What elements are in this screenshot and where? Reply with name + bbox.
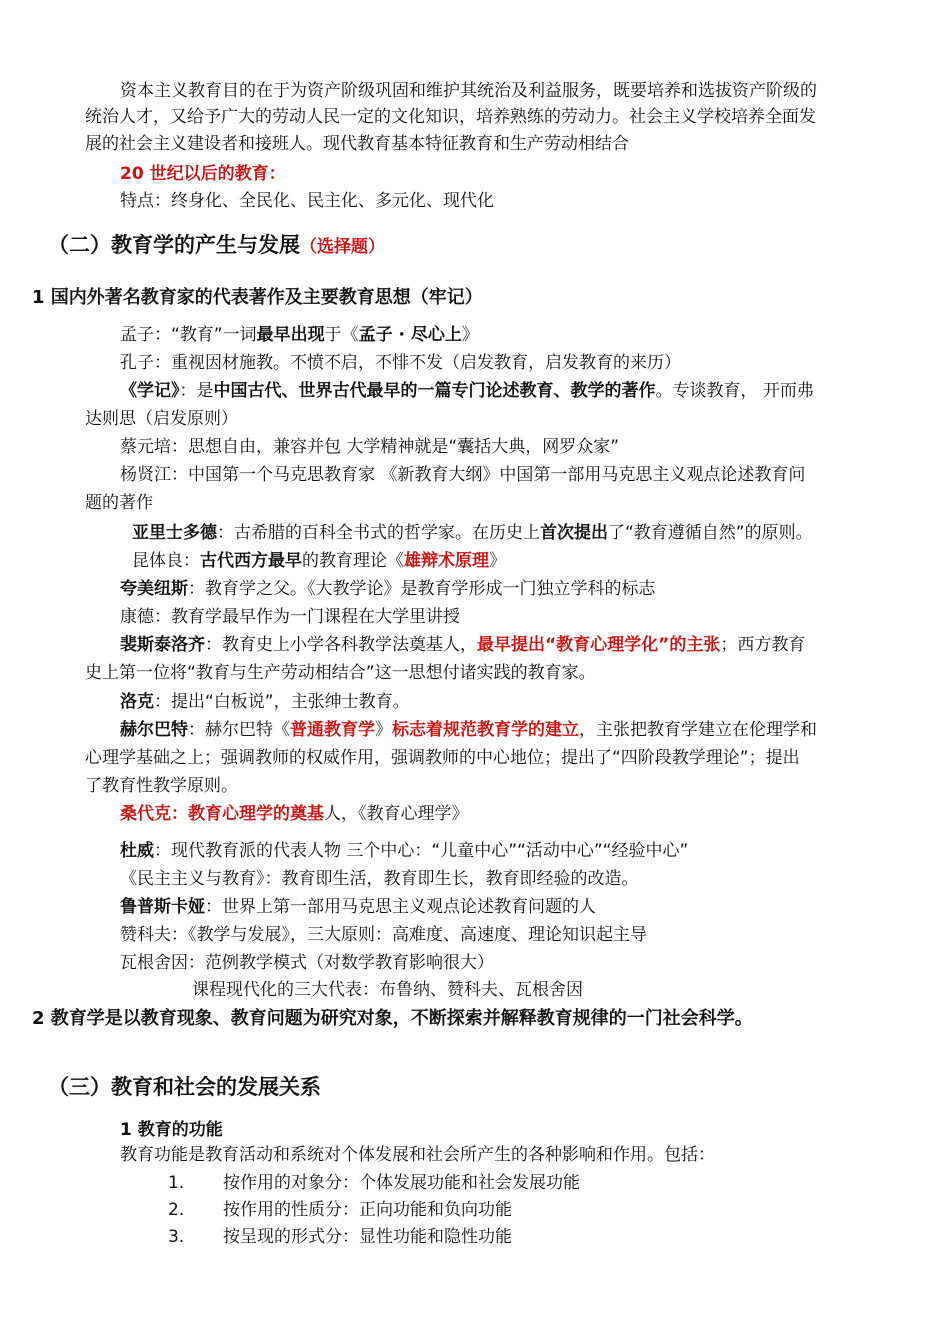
subsection-2-1-title: 国内外著名教育家的代表著作及主要教育思想（牢记） — [44, 287, 483, 308]
dewey-line-1 — [120, 838, 688, 864]
intro-line-3: 展的社会主义建设者和接班人。现代教育基本特征教育和生产劳动相结合 — [85, 134, 629, 154]
c20-heading: 20 世纪以后的教育： — [120, 164, 286, 184]
list-item-number: 3. — [168, 1227, 185, 1247]
text-span: ：古希腊的百科全书式的哲学家。在历史上 — [217, 523, 540, 543]
herbart-line-1 — [120, 717, 817, 743]
text-span: 的教育理论《 — [302, 551, 404, 571]
text-span: 昆体良： — [132, 551, 200, 571]
text-span: 亚里士多德 — [132, 523, 217, 543]
text-span: ：是 — [179, 381, 214, 401]
text-span: 教育心理学的奠基 — [188, 804, 324, 824]
list-item-text: 按作用的性质分：正向功能和负向功能 — [223, 1200, 512, 1220]
text-span: ：提出“白板说”，主张绅士教育。 — [154, 692, 410, 712]
text-span: 最早出现 — [256, 325, 325, 345]
function-definition: 教育功能是教育活动和系统对个体发展和社会所产生的各种影响和作用。包括： — [120, 1145, 715, 1165]
text-span: 人，《教育心理学》 — [324, 804, 469, 824]
locke-line — [120, 689, 410, 715]
list-item-number: 1. — [168, 1173, 185, 1193]
kant-line: 康德：教育学最早作为一门课程在大学里讲授 — [120, 607, 460, 627]
text-span: 孟子：“教育”一词 — [120, 325, 257, 345]
comenius-line — [120, 576, 656, 602]
text-span: 普通教育学 — [290, 720, 375, 740]
intro-line-1: 资本主义教育目的在于为资产阶级巩固和维护其统治及利益服务，既要培养和选拔资产阶级的 — [120, 81, 817, 101]
text-span: ：世界上第一部用马克思主义观点论述教育问题的人 — [205, 897, 596, 917]
xueji-line-2: 达则思（启发原则） — [85, 409, 238, 429]
list-item-text: 按作用的对象分：个体发展功能和社会发展功能 — [223, 1173, 580, 1193]
text-span: 首次提出 — [540, 523, 608, 543]
text-span: 》 — [489, 551, 506, 571]
text-span: 最早提出“教育心理学化”的主张 — [477, 635, 721, 655]
text-span: 杜威 — [120, 841, 154, 861]
cai-line: 蔡元培：思想自由，兼容并包 大学精神就是“囊括大典，网罗众家” — [120, 437, 620, 457]
text-span: 洛克 — [120, 692, 154, 712]
mengzi-line — [120, 322, 479, 348]
c20-features: 特点：终身化、全民化、民主化、多元化、现代化 — [120, 191, 494, 211]
text-span: 孟子 · 尽心上 — [358, 325, 462, 345]
section-2-tag: （选择题） — [300, 237, 385, 257]
section-3-heading: （三）教育和社会的发展关系 — [48, 1075, 321, 1099]
thorndike-line — [120, 801, 469, 827]
krupskaya-line — [120, 894, 596, 920]
yang-line-2: 题的著作 — [85, 493, 153, 513]
section-2-heading — [48, 230, 385, 262]
text-span: 中国古代、世界古代最早的一篇专门论述教育、教学的著作 — [213, 381, 656, 401]
zankov-line: 赞科夫：《教学与发展》，三大原则：高难度、高速度、理论知识起主导 — [120, 925, 647, 945]
list-item-number: 2. — [168, 1200, 185, 1220]
subsection-3-1-heading: 1 教育的功能 — [120, 1120, 223, 1140]
aristotle-line — [132, 520, 813, 546]
intro-line-2: 统治人才，又给予广大的劳动人民一定的文化知识，培养熟练的劳动力。社会主义学校培养全面发 — [85, 107, 816, 127]
text-span: ：教育学之父。《大教学论》是教育学形成一门独立学科的标志 — [188, 579, 656, 599]
quintilian-line — [132, 548, 506, 574]
list-item — [168, 1224, 512, 1250]
text-span: 古代西方最早 — [200, 551, 302, 571]
herbart-line-3: 了教育性教学原则。 — [85, 776, 238, 796]
text-span: 雄辩术原理 — [404, 551, 489, 571]
text-span: ：教育史上小学各科教学法奠基人， — [205, 635, 477, 655]
subsection-2-2-statement: 2 教育学是以教育现象、教育问题为研究对象，不断探索并解释教育规律的一门社会科学。 — [32, 1008, 753, 1029]
text-span: 《学记》 — [120, 381, 180, 401]
text-span: 鲁普斯卡娅 — [120, 897, 205, 917]
text-span: 了“教育遵循自然”的原则。 — [608, 523, 813, 543]
text-span: 。专谈教育， 开而弗 — [655, 381, 814, 401]
text-span: ：现代教育派的代表人物 三个中心：“儿童中心”“活动中心”“经验中心” — [154, 841, 689, 861]
dewey-line-2: 《民主主义与教育》：教育即生活，教育即生长，教育即经验的改造。 — [120, 869, 639, 889]
text-span: ；西方教育 — [720, 635, 806, 655]
subsection-2-1-heading — [32, 285, 483, 311]
pestalozzi-line-1 — [120, 632, 805, 658]
kongzi-line: 孔子：重视因材施教。不愤不启，不悱不发（启发教育，启发教育的来历） — [120, 353, 681, 373]
text-span: 裴斯泰洛齐 — [120, 635, 205, 655]
xueji-line — [120, 378, 814, 404]
pestalozzi-line-2: 史上第一位将“教育与生产劳动相结合”这一思想付诸实践的教育家。 — [85, 663, 596, 683]
text-span: 夸美纽斯 — [120, 579, 188, 599]
curriculum-line: 课程现代化的三大代表：布鲁纳、赞科夫、瓦根舍因 — [192, 980, 583, 1000]
text-span: 桑代克： — [120, 804, 188, 824]
text-span: 》 — [461, 325, 479, 345]
list-item — [168, 1170, 580, 1196]
text-span: 于《 — [324, 325, 359, 345]
text-span: 标志着规范教育学的建立 — [392, 720, 579, 740]
subsection-2-1-number: 1 — [32, 287, 45, 308]
text-span: 赫尔巴特 — [120, 720, 188, 740]
text-span: ：赫尔巴特《 — [188, 720, 290, 740]
section-2-title: （二）教育学的产生与发展 — [48, 233, 300, 257]
list-item — [168, 1197, 512, 1223]
herbart-line-2: 心理学基础之上；强调教师的权威作用，强调教师的中心地位；提出了“四阶段教学理论”；提出 — [85, 748, 800, 768]
text-span: ，主张把教育学建立在伦理学和 — [579, 720, 817, 740]
text-span: 》 — [375, 720, 392, 740]
yang-line-1: 杨贤江：中国第一个马克思教育家 《新教育大纲》中国第一部用马克思主义观点论述教育问 — [120, 465, 806, 485]
wagenschein-line: 瓦根舍因：范例教学模式（对数学教育影响很大） — [120, 953, 494, 973]
list-item-text: 按呈现的形式分：显性功能和隐性功能 — [223, 1227, 512, 1247]
